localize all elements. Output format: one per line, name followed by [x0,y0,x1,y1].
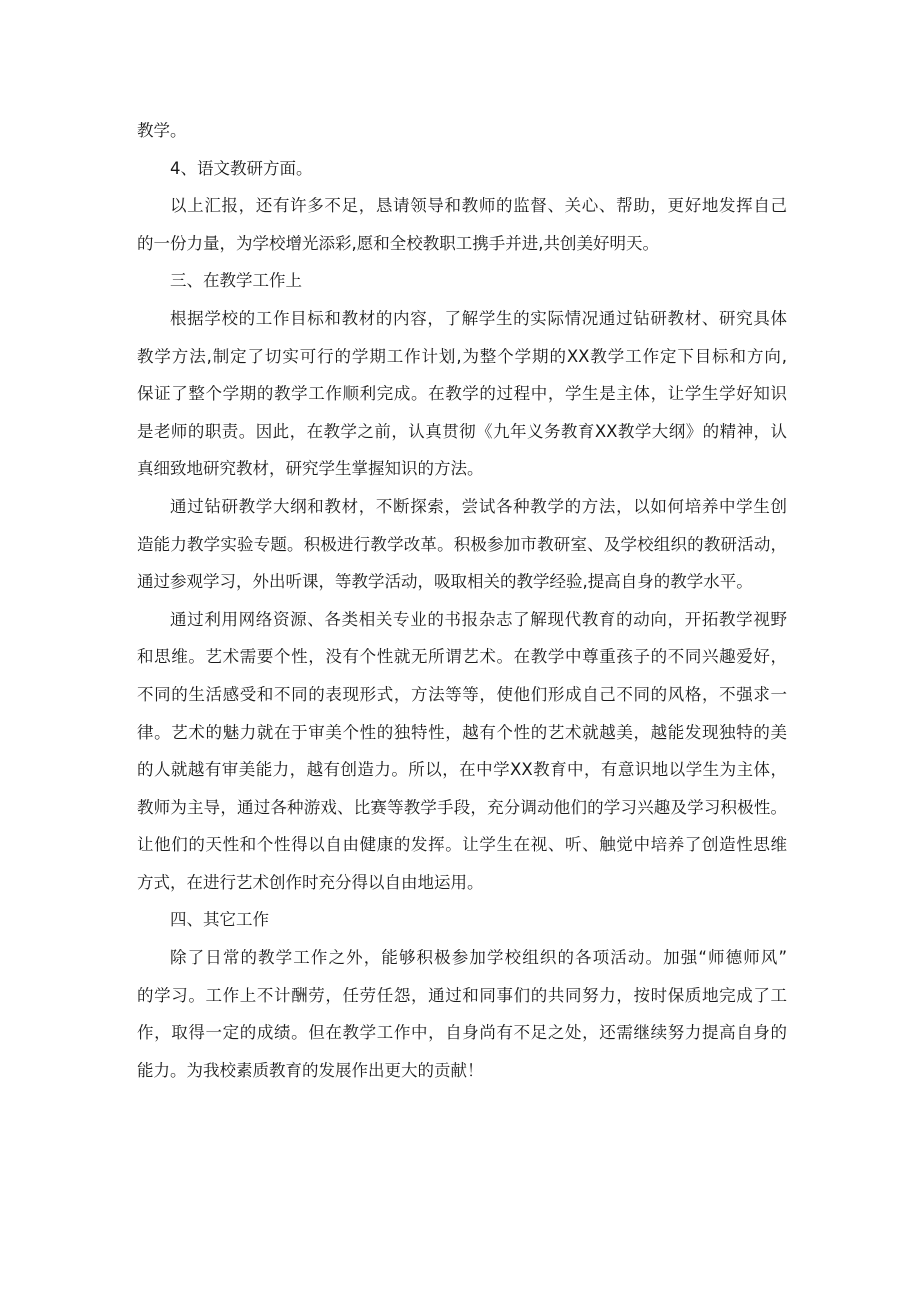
text-line: 通过利用网络资源、各类相关专业的书报杂志了解现代教育的动向，开拓教学视野 [170,609,787,629]
text-line: 真细致地研究教材，研究学生掌握知识的方法。 [137,459,484,479]
text-line: 除了日常的教学工作之外，能够积极参加学校组织的各项活动。加强“师德师风” [170,948,787,968]
text-line: 律。艺术的魅力就在于审美个性的独特性，越有个性的艺术就越美，越能发现独特的美 [137,722,787,742]
text-line: 根据学校的工作目标和教材的内容，了解学生的实际情况通过钻研教材、研究具体 [170,308,787,328]
text-line: 通过参观学习，外出听课，等教学活动，吸取相关的教学经验,提高自身的教学水平。 [137,572,753,592]
text-line: 是老师的职责。因此，在教学之前，认真贯彻《九年义务教育XX教学大纲》的精神，认 [137,421,787,441]
document-body [137,112,787,1089]
text-line: 的学习。工作上不计酬劳，任劳任怨，通过和同事们的共同努力，按时保质地完成了工 [137,985,787,1005]
text-line: 作，取得一定的成绩。但在教学工作中，自身尚有不足之处，还需继续努力提高自身的 [137,1023,787,1043]
text-line: 方式，在进行艺术创作时充分得以自由地运用。 [137,872,484,892]
section-heading: 4、语文教研方面。 [170,158,313,178]
text-line: 以上汇报，还有许多不足，恳请领导和教师的监督、关心、帮助，更好地发挥自己 [170,196,787,216]
text-line: 教学。 [137,121,187,140]
text-line: 的人就越有审美能力，越有创造力。所以，在中学XX教育中，有意识地以学生为主体， [137,760,787,780]
text-line: 和思维。艺术需要个性，没有个性就无所谓艺术。在教学中尊重孩子的不同兴趣爱好， [137,647,787,667]
text-line: 教师为主导，通过各种游戏、比赛等教学手段，充分调动他们的学习兴趣及学习积极性。 [137,797,787,817]
text-line: 能力。为我校素质教育的发展作出更大的贡献！ [137,1060,484,1080]
text-line: 保证了整个学期的教学工作顺利完成。在教学的过程中，学生是主体，让学生学好知识 [137,384,787,404]
text-line: 让他们的天性和个性得以自由健康的发挥。让学生在视、听、触觉中培养了创造性思维 [137,835,787,855]
section-heading: 四、其它工作 [170,910,269,930]
text-line: 通过钻研教学大纲和教材，不断探索，尝试各种教学的方法，以如何培养中学生创 [170,496,787,516]
text-line: 不同的生活感受和不同的表现形式，方法等等，使他们形成自己不同的风格，不强求一 [137,684,787,704]
text-line: 教学方法,制定了切实可行的学期工作计划,为整个学期的XX教学工作定下目标和方向, [137,346,787,366]
section-heading: 三、在教学工作上 [170,271,302,291]
text-line: 的一份力量，为学校增光添彩,愿和全校教职工携手并进,共创美好明天。 [137,233,659,253]
text-line: 造能力教学实验专题。积极进行教学改革。积极参加市教研室、及学校组织的教研活动， [137,534,787,554]
